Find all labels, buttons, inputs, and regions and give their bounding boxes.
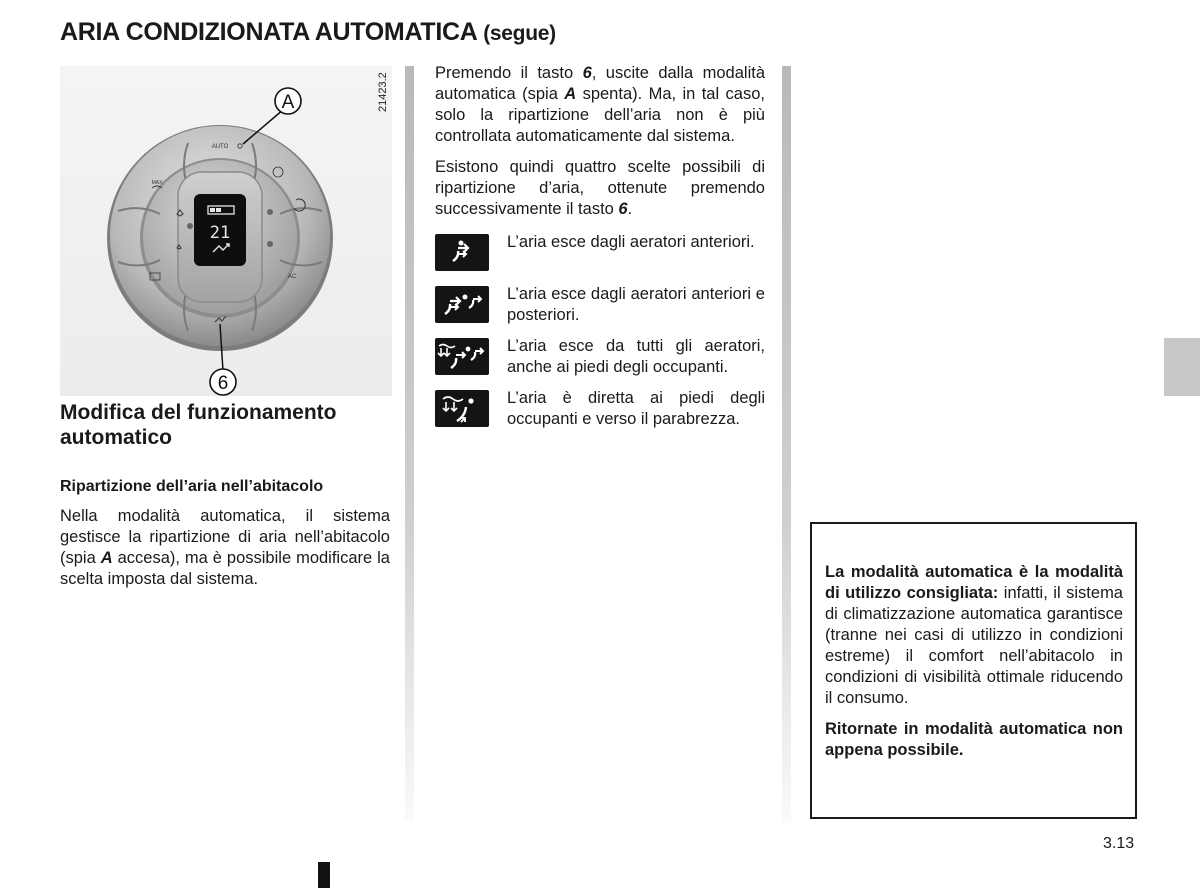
- title-suffix: (segue): [483, 22, 556, 45]
- callout-a-label: A: [281, 92, 295, 113]
- option-text: L’aria è diretta ai piedi degli occupanti e verso il parabrezza.: [507, 389, 765, 428]
- middle-paragraph-2: Esistono quindi quattro scelte possibili di ripartizione d’aria, ottenute premendo successivamente il tasto 6.: [435, 158, 765, 218]
- climate-panel-drawing: [60, 66, 392, 396]
- ac-button-label: AC: [287, 274, 297, 280]
- section-heading: Modifica del funzionamento automatico: [60, 401, 337, 449]
- distribution-option-all-vents: [435, 336, 765, 378]
- left-column: [60, 400, 390, 590]
- note-paragraph-1: La modalità automatica è la modalità di utilizzo consigliata: infatti, il sistema di climatizzazione automatica garantisce (tranne nei casi di utilizzo in condizioni estreme) il comfort nell’abitacolo in condizioni di visibilità ottimale riducendo il consumo.: [825, 563, 1123, 707]
- title-main: ARIA CONDIZIONATA AUTOMATICA: [60, 18, 477, 46]
- distribution-option-front: [435, 232, 765, 274]
- page-title: [60, 18, 556, 47]
- note-paragraph-2: Ritornate in modalità automatica non appena possibile.: [825, 720, 1123, 759]
- sub-heading: Ripartizione dell’aria nell’abitacolo: [60, 478, 324, 495]
- chapter-tab-marker: [1164, 338, 1200, 396]
- left-paragraph: Nella modalità automatica, il sistema gestisce la ripartizione di aria nell’abitacolo (spia A accesa), ma è possibile modificare la scelta imposta dal sistema.: [60, 507, 390, 588]
- callout-6-label: 6: [217, 373, 229, 394]
- column-separator-left: [405, 66, 414, 821]
- front-rear-vents-icon: [435, 286, 489, 323]
- option-text: L’aria esce dagli aeratori anteriori e posteriori.: [507, 285, 765, 324]
- display-temperature: 21: [209, 223, 231, 243]
- feet-windscreen-icon: [435, 390, 489, 427]
- front-vents-icon: [435, 234, 489, 271]
- auto-button-label: AUTO: [211, 144, 229, 150]
- figure-reference-code: 21423.2: [377, 72, 389, 112]
- middle-paragraph-1: Premendo il tasto 6, uscite dalla modalità automatica (spia A spenta). Ma, in tal caso, solo la ripartizione dell’aria non è più controllata automaticamente dal sistema.: [435, 64, 765, 145]
- crop-mark: [318, 862, 330, 888]
- distribution-option-feet-windscreen: [435, 388, 765, 430]
- page-number: 3.13: [1103, 835, 1135, 852]
- recommendation-note: [810, 522, 1137, 819]
- option-text: L’aria esce da tutti gli aeratori, anche ai piedi degli occupanti.: [507, 337, 765, 376]
- option-text: L’aria esce dagli aeratori anteriori.: [507, 233, 755, 251]
- middle-column: [435, 63, 765, 430]
- column-separator-right: [782, 66, 791, 821]
- climate-control-illustration: [60, 66, 392, 396]
- distribution-option-front-rear: [435, 284, 765, 326]
- max-defrost-label: MAX: [151, 180, 163, 186]
- all-vents-feet-icon: [435, 338, 489, 375]
